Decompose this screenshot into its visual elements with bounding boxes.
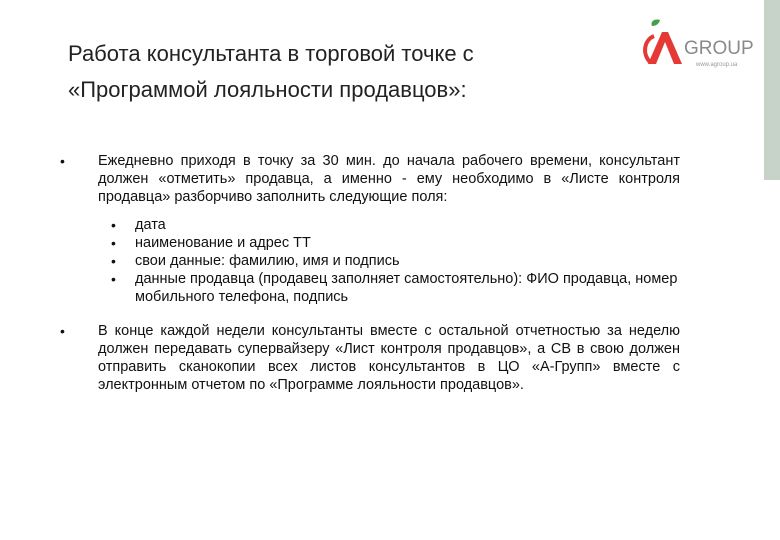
logo-tagline: www.agroup.ua [696,62,738,68]
slide-title [68,36,628,108]
sub-list [98,216,680,306]
bullet-icon: • [111,271,116,287]
title-line-2: «Программой лояльности продавцов»: [68,77,467,102]
agroup-logo [640,14,762,74]
sub-item-text: свои данные: фамилию, имя и подпись [135,253,400,269]
leaf-icon [651,19,660,26]
title-line-1: Работа консультанта в торговой точке с [68,41,474,66]
right-edge-bar [764,0,780,180]
sub-item-text: наименование и адрес ТТ [135,235,311,251]
sub-item-text: дата [135,217,166,233]
bullet-icon: • [60,323,65,339]
bullet-text-1: Ежедневно приходя в точку за 30 мин. до начала рабочего времени, консультант должен «отметить» продавца, а именно - ему необходимо в «Листе контроля продавца» разборчиво заполнить следующие поля: [98,153,680,205]
slide-content [60,152,680,394]
sub-list-item [98,234,680,252]
bullet-icon: • [111,217,116,233]
bullet-text-2: В конце каждой недели консультанты вместе с остальной отчетностью за неделю должен передавать супервайзеру «Лист контроля продавцов», а СВ в свою должен отправить сканокопии всех листов консультантов в ЦО «А-Групп» вместе с электронным отчетом по «Программе лояльности продавцов». [98,323,680,393]
sub-list-item [98,252,680,270]
bullet-icon: • [60,153,65,169]
logo-brand-text: GROUP [684,38,754,59]
list-item [60,152,680,206]
sub-list-item [98,216,680,234]
sub-list-item [98,270,680,306]
sub-item-text: данные продавца (продавец заполняет самостоятельно): ФИО продавца, номер мобильного телефона, подпись [135,271,678,305]
list-item [60,322,680,394]
bullet-icon: • [111,235,116,251]
bullet-icon: • [111,253,116,269]
